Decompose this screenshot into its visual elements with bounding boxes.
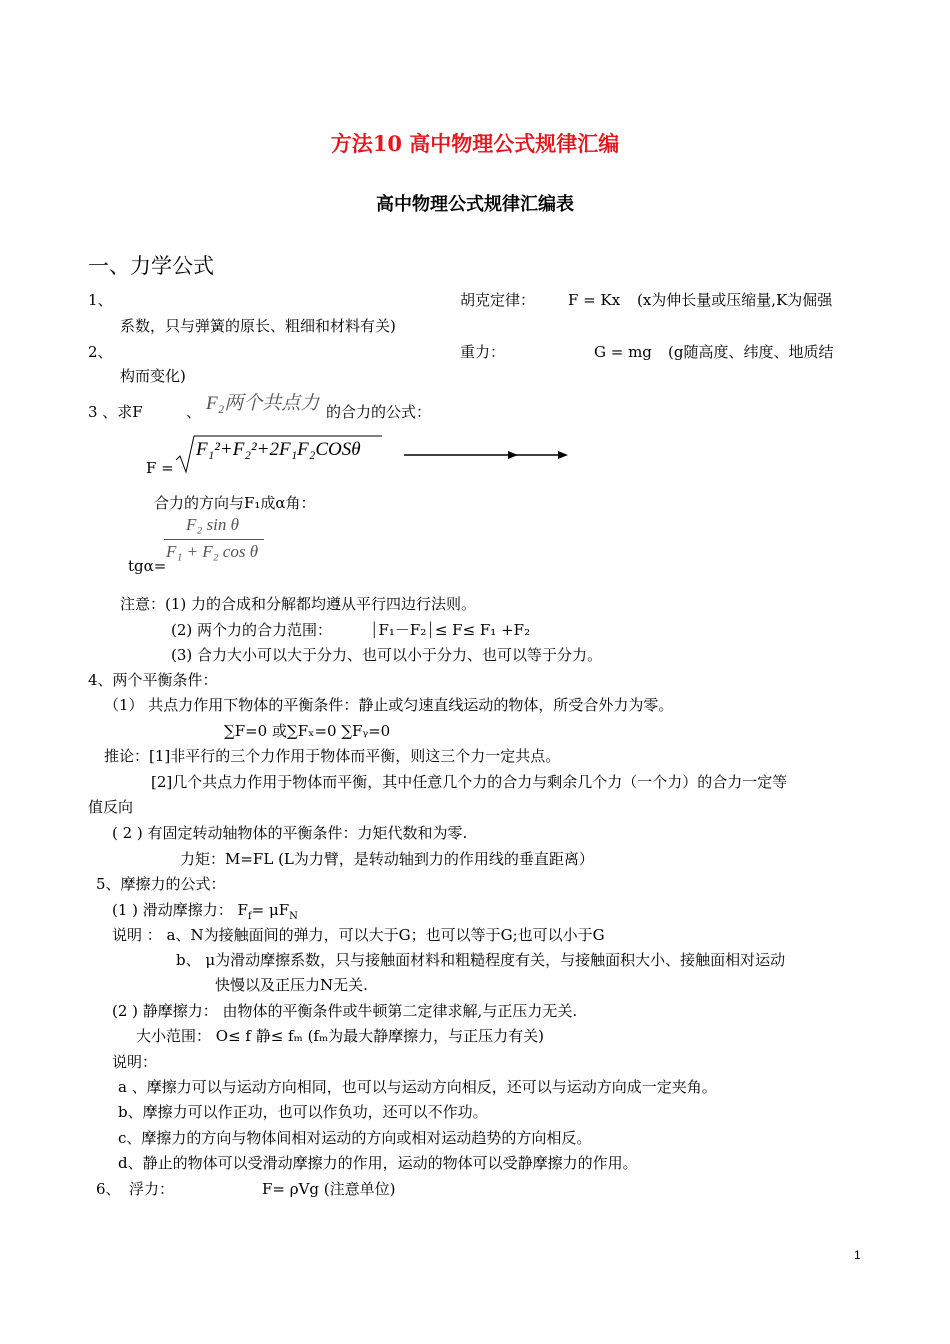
explanation-item-b: b、摩擦力可以作正功，也可以作负功，还可以不作功。 — [118, 1103, 488, 1121]
buoyancy-formula: F= ρVg (注意单位) — [262, 1180, 396, 1198]
static-friction: (2 ) 静摩擦力： 由物体的平衡条件或牛顿第二定律求解,与正压力无关. — [112, 1002, 578, 1020]
note-2-range: ⏐F₁－F₂⏐≤ F≤ F₁ +F₂ — [370, 621, 531, 639]
item2-note: (g随高度、纬度、地质结 — [668, 343, 834, 361]
item2-number: 2、 — [88, 343, 113, 361]
sliding-friction: (1 ) 滑动摩擦力： $F_f= \mu F_N$ — [112, 901, 298, 922]
note-1: 注意：(1) 力的合成和分解都均遵从平行四边行法则。 — [120, 595, 477, 613]
item3-f2-formula-image: F₂两个共点力 — [206, 393, 320, 414]
item3-lead: 3 、求F — [88, 403, 143, 421]
tg-numerator: F₂ sin θ — [186, 515, 239, 534]
corollary-2-cont: 值反向 — [88, 798, 134, 816]
page-number: 1 — [854, 1248, 861, 1262]
item1-note-cont: 系数，只与弹簧的原长、粗细和材料有关) — [120, 317, 396, 335]
note-3: (3) 合力大小可以大于分力、也可以小于分力、也可以等于分力。 — [171, 646, 603, 664]
fraction-bar — [164, 539, 264, 540]
item1-note: (x为伸长量或压缩量,K为倔强 — [637, 291, 833, 309]
equilibrium-equation: ∑F=0 或∑Fₓ=0 ∑Fᵧ=0 — [224, 722, 391, 740]
static-friction-range: 大小范围： O≤ f 静≤ fₘ (fₘ为最大静摩擦力，与正压力有关) — [136, 1027, 545, 1045]
moment-definition: 力矩：M=FL (L为力臂，是转动轴到力的作用线的垂直距离） — [180, 850, 594, 868]
item6-number: 6、 — [96, 1180, 121, 1198]
item1-formula: F = Kx — [568, 291, 621, 309]
resultant-force-label: F = — [146, 459, 174, 477]
note-2-label: (2) 两个力的合力范围： — [171, 621, 333, 639]
explanation-item-a: a 、摩擦力可以与运动方向相同，也可以与运动方向相反，还可以与运动方向成一定夹角。 — [118, 1078, 717, 1096]
corollary-1: 推论：[1]非平行的三个力作用于物体而平衡，则这三个力一定共点。 — [104, 747, 561, 765]
table-subtitle: 高中物理公式规律汇编表 — [376, 194, 574, 215]
corollary-2: [2]几个共点力作用于物体而平衡，其中任意几个力的合力与剩余几个力（一个力）的合力一定等 — [151, 773, 788, 791]
explanation-heading: 说明： — [112, 1053, 158, 1071]
item3-separator: 、 — [186, 403, 202, 421]
item2-formula: G = mg — [594, 343, 652, 361]
item2-label: 重力： — [460, 343, 506, 361]
explanation-b-cont: 快慢以及正压力N无关. — [215, 976, 368, 994]
item1-number: 1、 — [88, 291, 113, 309]
tg-denominator: F₁ + F₂ cos θ — [166, 542, 259, 561]
explanation-a: 说明 ： a、N为接触面间的弹力，可以大于G；也可以等于G;也可以小于G — [112, 926, 605, 944]
explanation-item-c: c、摩擦力的方向与物体间相对运动的方向或相对运动趋势的方向相反。 — [118, 1129, 592, 1147]
document-title: 方法10 高中物理公式规律汇编 — [330, 131, 620, 156]
explanation-item-d: d、静止的物体可以受滑动摩擦力的作用，运动的物体可以受静摩擦力的作用。 — [118, 1154, 638, 1172]
resultant-force-formula: F₁²+F₂²+2F₁F₂COSθ — [196, 439, 361, 460]
section-heading-mechanics: 一、力学公式 — [88, 254, 214, 278]
equilibrium-condition-2: ( 2 ) 有固定转动轴物体的平衡条件：力矩代数和为零. — [112, 824, 468, 842]
item3-tail: 的合力的公式： — [326, 403, 432, 421]
equilibrium-condition-1: （1） 共点力作用下物体的平衡条件：静止或匀速直线运动的物体，所受合外力为零。 — [104, 696, 674, 714]
resultant-direction: 合力的方向与F₁成α角： — [154, 494, 316, 512]
item1-label: 胡克定律： — [460, 291, 536, 309]
tg-alpha-label: tgα= — [128, 557, 167, 575]
item4-heading: 4、两个平衡条件： — [88, 671, 218, 689]
explanation-b: b、 μ为滑动摩擦系数，只与接触面材料和粗糙程度有关，与接触面积大小、接触面相对运动 — [176, 951, 786, 969]
item5-heading: 5、摩擦力的公式： — [96, 875, 226, 893]
item2-note-cont: 构而变化) — [120, 367, 186, 385]
force-vector-arrows — [402, 448, 572, 462]
item6-label: 浮力： — [129, 1180, 175, 1198]
